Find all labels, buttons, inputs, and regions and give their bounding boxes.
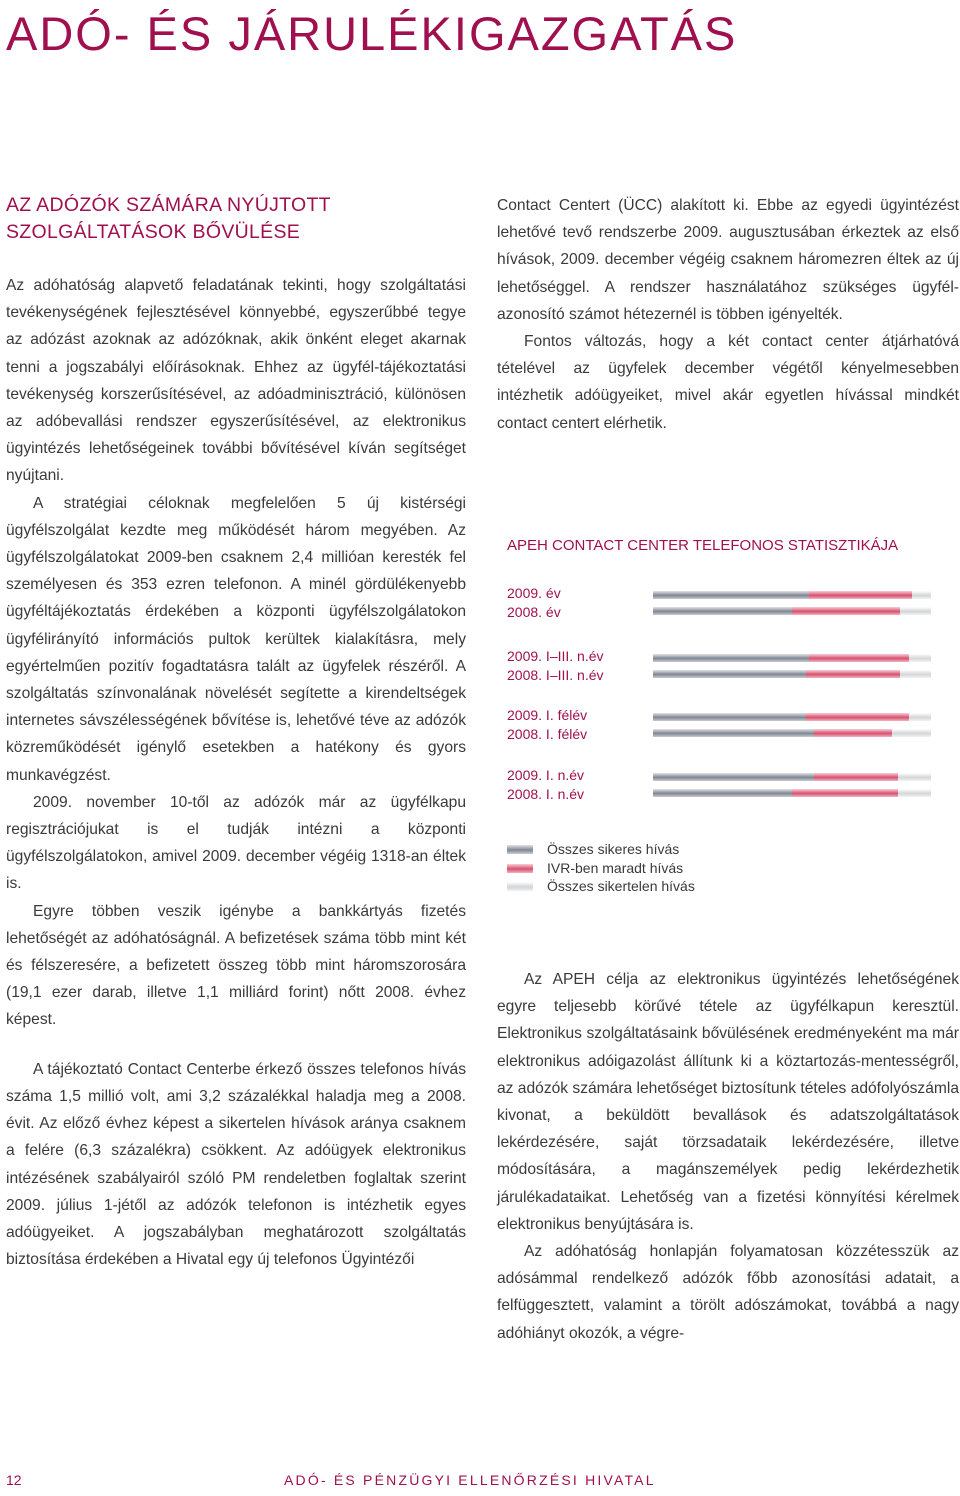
bar-segment-unsuccessful <box>900 670 931 678</box>
bar-segment-successful <box>653 591 809 599</box>
paragraph: Egyre többen veszik igénybe a bankkártyás fizetés lehetőségét az adóhatóságnál. A befizetések száma több mint két és félszeresére, a befizetett összeg több mint háromszorosára (19,1 ezer darab, illetve 1,1 milliárd forint) nőtt 2008. évhez képest. <box>6 902 466 1029</box>
section-title-line-2: SZOLGÁLTATÁSOK BŐVÜLÉSE <box>6 221 301 243</box>
right-text-column-top <box>497 192 959 437</box>
bar-segment-ivr <box>792 789 898 797</box>
paragraph: A stratégiai céloknak megfelelően 5 új kistérségi ügyfélszolgálat kezdte meg működését három megyében. Az ügyfélszolgálatokat 2009-ben csaknem 2,4 millióan keresték fel személyesen és 353 ezren telefonon. A minél gördülékenyebb ügyféltájékoztatás érdekében a központi ügyfélszolgálatokon ügyfélirányító információs pultok kerültek kialakításra, mely egyértelműen pozitív fogadtatásra talált az ügyfelek részéről. A szolgáltatás színvonalának növelését segítette a kirendeltségek internetes sávszélességének bővítése is, lehetővé téve az adózók közreműködését igénylő esetekben a hatékony és gyors munkavégzést. <box>6 494 466 784</box>
chart-bar-row <box>653 729 931 737</box>
legend-label: Összes sikeres hívás <box>547 841 680 857</box>
chart-bar-row <box>653 607 931 615</box>
footer-organization: ADÓ- ÉS PÉNZÜGYI ELLENŐRZÉSI HIVATAL <box>284 1472 656 1488</box>
bar-segment-ivr <box>809 591 912 599</box>
page-title: ADÓ- ÉS JÁRULÉKIGAZGATÁS <box>6 7 738 60</box>
right-text-column-bottom <box>497 966 959 1347</box>
chart-category-label: 2009. I–III. n.év <box>507 648 604 664</box>
bar-segment-ivr <box>806 713 909 721</box>
bar-segment-unsuccessful <box>900 607 931 615</box>
chart-category-label: 2009. I. félév <box>507 707 588 723</box>
legend-swatch <box>507 864 533 873</box>
bar-segment-successful <box>653 729 814 737</box>
bar-segment-unsuccessful <box>892 729 931 737</box>
chart-bar-row <box>653 654 931 662</box>
bar-segment-ivr <box>792 607 900 615</box>
legend-swatch <box>507 882 533 891</box>
paragraph: Az APEH célja az elektronikus ügyintézés lehetőségének egyre teljesebb körűvé tétele az ügyfélkapun keresztül. Elektronikus szolgáltatásaink bővülésének eredményeként ma már elektronikus adóigazolást állítunk ki a köztartozás-mentességről, az adózók számára lehetőséget biztosítunk tételes adófolyószámla kivonat, a beküldött bevallások és adatszolgáltatások lekérdezésére, saját törzsadataik lekérdezésére, illetve módosítására, a magánszemélyek pedig lekérdezhetik járulékadataikat. Lehetőség van a fizetési könnyítési kérelmek elektronikus benyújtására is. <box>497 971 960 1233</box>
paragraph: Az adóhatóság alapvető feladatának tekinti, hogy szolgáltatási tevékenységének fejlesztésével könnyebbé, egyszerűbbé tegye az adózást azoknak az adózóknak, akik önként eleget akarnak tenni a jogszabályi előírásoknak. Ehhez az ügyfél-tájékoztatási tevékenység korszerűsítésével, az adóadminisztráció, különösen az adóbevallási rendszer egyszerűsítésével, az elektronikus ügyintézés lehetőségeinek további bővítésével kíván segítséget nyújtani. <box>6 277 466 485</box>
chart-category-label: 2008. I. n.év <box>507 786 585 802</box>
chart-category-label: 2009. év <box>507 585 561 601</box>
paragraph: Fontos változás, hogy a két contact center átjárhatóvá tételével az ügyfelek december végétől kényelmesebben intézhetik adóügyeiket, mivel akár egyetlen hívással mindkét contact centert elérhetik. <box>497 333 959 432</box>
chart-bar-row <box>653 713 931 721</box>
section-title-line-1: AZ ADÓZÓK SZÁMÁRA NYÚJTOTT <box>6 194 331 216</box>
paragraph: A tájékoztató Contact Centerbe érkező összes telefonos hívás száma 1,5 millió volt, ami 3,2 százalékkal haladja meg a 2008. évit. Az előző évhez képest a sikertelen hívások aránya csaknem a felére (6,3 százalékra) csökkent. Az adóügyek elektronikus intézésének szabályairól szóló PM rendeletben foglaltak szerint 2009. július 1-jétől az adózók telefonon is intézhetik egyes adóügyeiket. A jogszabályban meghatározott szolgáltatás biztosítása érdekében a Hivatal egy új telefonos Ügyintézői <box>6 1060 466 1269</box>
bar-segment-unsuccessful <box>898 789 931 797</box>
bar-segment-unsuccessful <box>912 591 931 599</box>
page-number: 12 <box>6 1472 22 1488</box>
chart-bar-row <box>653 591 931 599</box>
chart-category-label: 2008. év <box>507 604 561 620</box>
chart-title: APEH CONTACT CENTER TELEFONOS STATISZTIKÁJA <box>507 537 899 554</box>
bar-segment-ivr <box>806 670 901 678</box>
paragraph: Contact Centert (ÜCC) alakított ki. Ebbe az egyedi ügyintézést lehetővé tevő rendszerbe 2009. augusztusában érkeztek az első hívások, 2009. december végéig csaknem háromezren éltek az új lehetőséggel. A rendszer használatához szükséges ügyfél-azonosító számot hétezernél is többen igényelték. <box>497 197 959 323</box>
bar-segment-ivr <box>814 773 897 781</box>
chart-bar-row <box>653 670 931 678</box>
legend-label: Összes sikertelen hívás <box>547 878 695 894</box>
bar-segment-successful <box>653 773 814 781</box>
left-text-column <box>6 272 466 1273</box>
chart-bar-row <box>653 789 931 797</box>
legend-label: IVR-ben maradt hívás <box>547 860 684 876</box>
bar-segment-successful <box>653 713 806 721</box>
chart-bar-row <box>653 773 931 781</box>
bar-segment-unsuccessful <box>909 713 931 721</box>
bar-segment-successful <box>653 670 806 678</box>
chart-category-label: 2009. I. n.év <box>507 767 585 783</box>
legend-swatch <box>507 845 533 854</box>
section-title <box>6 192 466 246</box>
bar-segment-unsuccessful <box>898 773 931 781</box>
bar-segment-successful <box>653 654 809 662</box>
chart-category-label: 2008. I–III. n.év <box>507 667 604 683</box>
bar-segment-successful <box>653 607 792 615</box>
chart-category-label: 2008. I. félév <box>507 726 588 742</box>
bar-segment-successful <box>653 789 792 797</box>
bar-segment-ivr <box>809 654 909 662</box>
paragraph: 2009. november 10-től az adózók már az ügyfélkapu regisztrációjukat is el tudják intézni a központi ügyfélszolgálatokon, amivel 2009. december végéig 1318-an éltek is. <box>6 793 466 893</box>
bar-segment-ivr <box>814 729 892 737</box>
bar-segment-unsuccessful <box>909 654 931 662</box>
paragraph: Az adóhatóság honlapján folyamatosan közzétesszük az adósámmal rendelkező adózók főbb azonosítási adatait, a felfüggesztett, valamint a törölt adószámokat, továbbá a nagy adóhiányt okozók, a végre- <box>497 1243 959 1342</box>
